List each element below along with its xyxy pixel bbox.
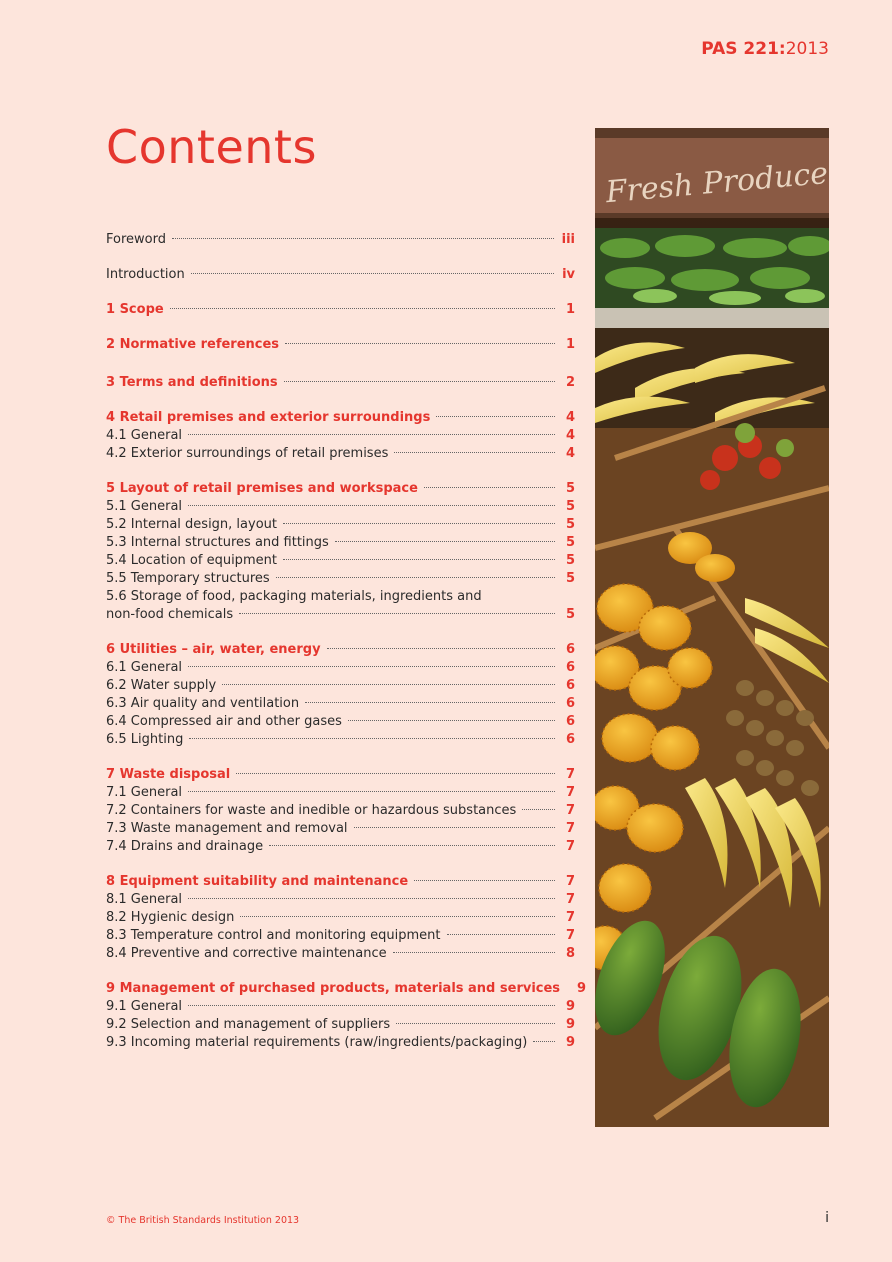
toc-leader-dots (285, 343, 555, 344)
document-code-number: PAS 221: (701, 39, 786, 59)
toc-leader-dots (191, 273, 554, 274)
toc-entry-page: 5 (565, 553, 575, 568)
toc-entry[interactable] (106, 534, 575, 552)
toc-entry[interactable] (106, 588, 575, 606)
toc-entry[interactable] (106, 838, 575, 856)
toc-entry[interactable] (106, 231, 575, 249)
toc-entry[interactable] (106, 445, 575, 463)
toc-entry-label: 8.2 Hygienic design (106, 910, 235, 925)
toc-leader-dots (284, 381, 555, 382)
toc-entry[interactable] (106, 909, 575, 927)
toc-entry-label: 7.3 Waste management and removal (106, 821, 348, 836)
page-number: i (825, 1210, 829, 1226)
toc-leader-dots (172, 238, 554, 239)
toc-leader-dots (533, 1041, 555, 1042)
toc-entry-label: 7.2 Containers for waste and inedible or hazardous substances (106, 803, 517, 818)
toc-leader-dots (188, 434, 555, 435)
toc-entry-label: 5 Layout of retail premises and workspace (106, 481, 418, 496)
toc-leader-dots (239, 613, 555, 614)
toc-entry[interactable] (106, 891, 575, 909)
toc-entry[interactable] (106, 766, 575, 784)
toc-entry-page: 9 (565, 1035, 575, 1050)
toc-entry-page: 4 (565, 410, 575, 425)
toc-entry-page: 5 (565, 481, 575, 496)
toc-leader-dots (188, 791, 555, 792)
toc-entry-label: 5.4 Location of equipment (106, 553, 277, 568)
table-of-contents (106, 231, 587, 1052)
toc-entry[interactable] (106, 374, 575, 392)
toc-leader-dots (424, 487, 555, 488)
fresh-produce-photo (595, 128, 829, 1127)
toc-entry[interactable] (106, 427, 575, 445)
toc-entry[interactable] (106, 570, 575, 588)
toc-entry-label: 8.1 General (106, 892, 183, 907)
toc-entry[interactable] (106, 731, 575, 749)
toc-entry[interactable] (106, 552, 575, 570)
toc-leader-dots (269, 845, 555, 846)
toc-entry-label: 2 Normative references (106, 337, 280, 352)
toc-leader-dots (396, 1023, 555, 1024)
toc-entry-label: 6.2 Water supply (106, 678, 217, 693)
toc-entry-page: iii (561, 232, 575, 247)
toc-entry-label: 5.2 Internal design, layout (106, 517, 277, 532)
toc-entry-page: 5 (565, 571, 575, 586)
toc-leader-dots (414, 880, 555, 881)
document-code-year: 2013 (785, 39, 829, 59)
toc-entry[interactable] (106, 409, 575, 427)
toc-leader-dots (236, 773, 555, 774)
toc-entry-page: 7 (565, 874, 575, 889)
toc-entry-page: 7 (565, 785, 575, 800)
page-title: Contents (106, 120, 317, 174)
toc-entry[interactable] (106, 695, 575, 713)
toc-entry-page: 5 (565, 499, 575, 514)
toc-entry[interactable] (106, 945, 575, 963)
toc-entry-label: non-food chemicals (106, 607, 234, 622)
toc-entry-label: 7.4 Drains and drainage (106, 839, 264, 854)
toc-entry-page: 6 (565, 660, 575, 675)
toc-entry[interactable] (106, 498, 575, 516)
toc-entry-page: 5 (565, 607, 575, 622)
toc-entry-label: Introduction (106, 267, 185, 282)
toc-entry-page: 7 (565, 928, 575, 943)
toc-leader-dots (348, 720, 555, 721)
toc-entry-page: 7 (565, 821, 575, 836)
toc-entry-page: 7 (565, 892, 575, 907)
toc-entry-page: 2 (565, 375, 575, 390)
toc-entry-label: 4.2 Exterior surroundings of retail premises (106, 446, 389, 461)
toc-leader-dots (222, 684, 555, 685)
toc-entry[interactable] (106, 677, 575, 695)
toc-entry-page: 7 (565, 803, 575, 818)
toc-entry-label: 6.1 General (106, 660, 183, 675)
toc-entry-page: 1 (565, 337, 575, 352)
toc-leader-dots (189, 738, 555, 739)
toc-entry[interactable] (106, 516, 575, 534)
toc-entry[interactable] (106, 641, 575, 659)
toc-leader-dots (522, 809, 555, 810)
toc-entry-page: 9 (577, 981, 587, 996)
toc-leader-dots (335, 541, 555, 542)
toc-entry-page: 5 (565, 535, 575, 550)
toc-entry-page: 6 (565, 696, 575, 711)
toc-entry[interactable] (106, 713, 575, 731)
toc-entry-label: 9.1 General (106, 999, 183, 1014)
toc-leader-dots (283, 559, 555, 560)
toc-leader-dots (276, 577, 555, 578)
toc-entry-label: 4 Retail premises and exterior surroundings (106, 410, 431, 425)
toc-entry-label: 5.3 Internal structures and fittings (106, 535, 329, 550)
toc-entry-label: 5.6 Storage of food, packaging materials, ingredients and (106, 589, 482, 604)
toc-leader-dots (394, 452, 555, 453)
toc-entry-label: 3 Terms and definitions (106, 375, 278, 390)
toc-entry-label: 9.2 Selection and management of suppliers (106, 1017, 391, 1032)
toc-entry-page: 7 (565, 767, 575, 782)
toc-entry-page: 7 (565, 839, 575, 854)
toc-leader-dots (283, 523, 555, 524)
toc-leader-dots (327, 648, 555, 649)
toc-entry[interactable] (106, 998, 575, 1016)
toc-entry-page: 6 (565, 714, 575, 729)
document-code (701, 39, 829, 59)
toc-entry-page: 9 (565, 999, 575, 1014)
toc-entry-label: 6.4 Compressed air and other gases (106, 714, 342, 729)
toc-entry[interactable] (106, 820, 575, 838)
toc-entry-label: 8 Equipment suitability and maintenance (106, 874, 409, 889)
toc-leader-dots (188, 898, 555, 899)
toc-leader-dots (240, 916, 555, 917)
toc-leader-dots (447, 934, 555, 935)
toc-entry-label: 8.3 Temperature control and monitoring equipment (106, 928, 441, 943)
toc-entry-label: Foreword (106, 232, 166, 247)
toc-entry[interactable] (106, 802, 575, 820)
toc-entry-label: 4.1 General (106, 428, 183, 443)
toc-entry-label: 8.4 Preventive and corrective maintenance (106, 946, 387, 961)
toc-entry[interactable] (106, 1034, 575, 1052)
toc-entry[interactable] (106, 480, 575, 498)
toc-entry-page: 5 (565, 517, 575, 532)
toc-entry-page: 8 (565, 946, 575, 961)
toc-leader-dots (188, 666, 555, 667)
toc-leader-dots (393, 952, 555, 953)
toc-entry-page: 6 (565, 678, 575, 693)
toc-leader-dots (305, 702, 555, 703)
toc-entry-label: 7 Waste disposal (106, 767, 231, 782)
toc-entry-page: 7 (565, 910, 575, 925)
toc-entry-label: 6.5 Lighting (106, 732, 184, 747)
toc-leader-dots (170, 308, 555, 309)
toc-entry-page: 1 (565, 302, 575, 317)
toc-entry-label: 5.1 General (106, 499, 183, 514)
toc-entry-continuation[interactable] (106, 606, 575, 624)
toc-entry-page: 4 (565, 446, 575, 461)
toc-entry[interactable] (106, 873, 575, 891)
toc-entry-label: 6 Utilities – air, water, energy (106, 642, 321, 657)
toc-leader-dots (188, 505, 555, 506)
toc-entry[interactable] (106, 980, 587, 998)
toc-entry-page: iv (562, 267, 575, 282)
toc-leader-dots (436, 416, 555, 417)
toc-leader-dots (188, 1005, 555, 1006)
toc-entry[interactable] (106, 1016, 575, 1034)
toc-entry-label: 7.1 General (106, 785, 183, 800)
toc-entry-page: 4 (565, 428, 575, 443)
toc-entry-label: 5.5 Temporary structures (106, 571, 270, 586)
toc-entry-label: 1 Scope (106, 302, 164, 317)
toc-entry-page: 6 (565, 642, 575, 657)
copyright-notice: © The British Standards Institution 2013 (106, 1215, 300, 1226)
toc-entry-label: 6.3 Air quality and ventilation (106, 696, 300, 711)
toc-entry-page: 9 (565, 1017, 575, 1032)
toc-entry-label: 9.3 Incoming material requirements (raw/ingredients/packaging) (106, 1035, 528, 1050)
toc-entry-label: 9 Management of purchased products, materials and services (106, 981, 561, 996)
toc-entry[interactable] (106, 659, 575, 677)
toc-entry[interactable] (106, 301, 575, 319)
toc-entry[interactable] (106, 336, 575, 354)
toc-entry[interactable] (106, 927, 575, 945)
toc-leader-dots (354, 827, 555, 828)
sign-text: Fresh Produce (604, 155, 829, 211)
toc-entry[interactable] (106, 266, 575, 284)
toc-entry-page: 6 (565, 732, 575, 747)
toc-entry[interactable] (106, 784, 575, 802)
